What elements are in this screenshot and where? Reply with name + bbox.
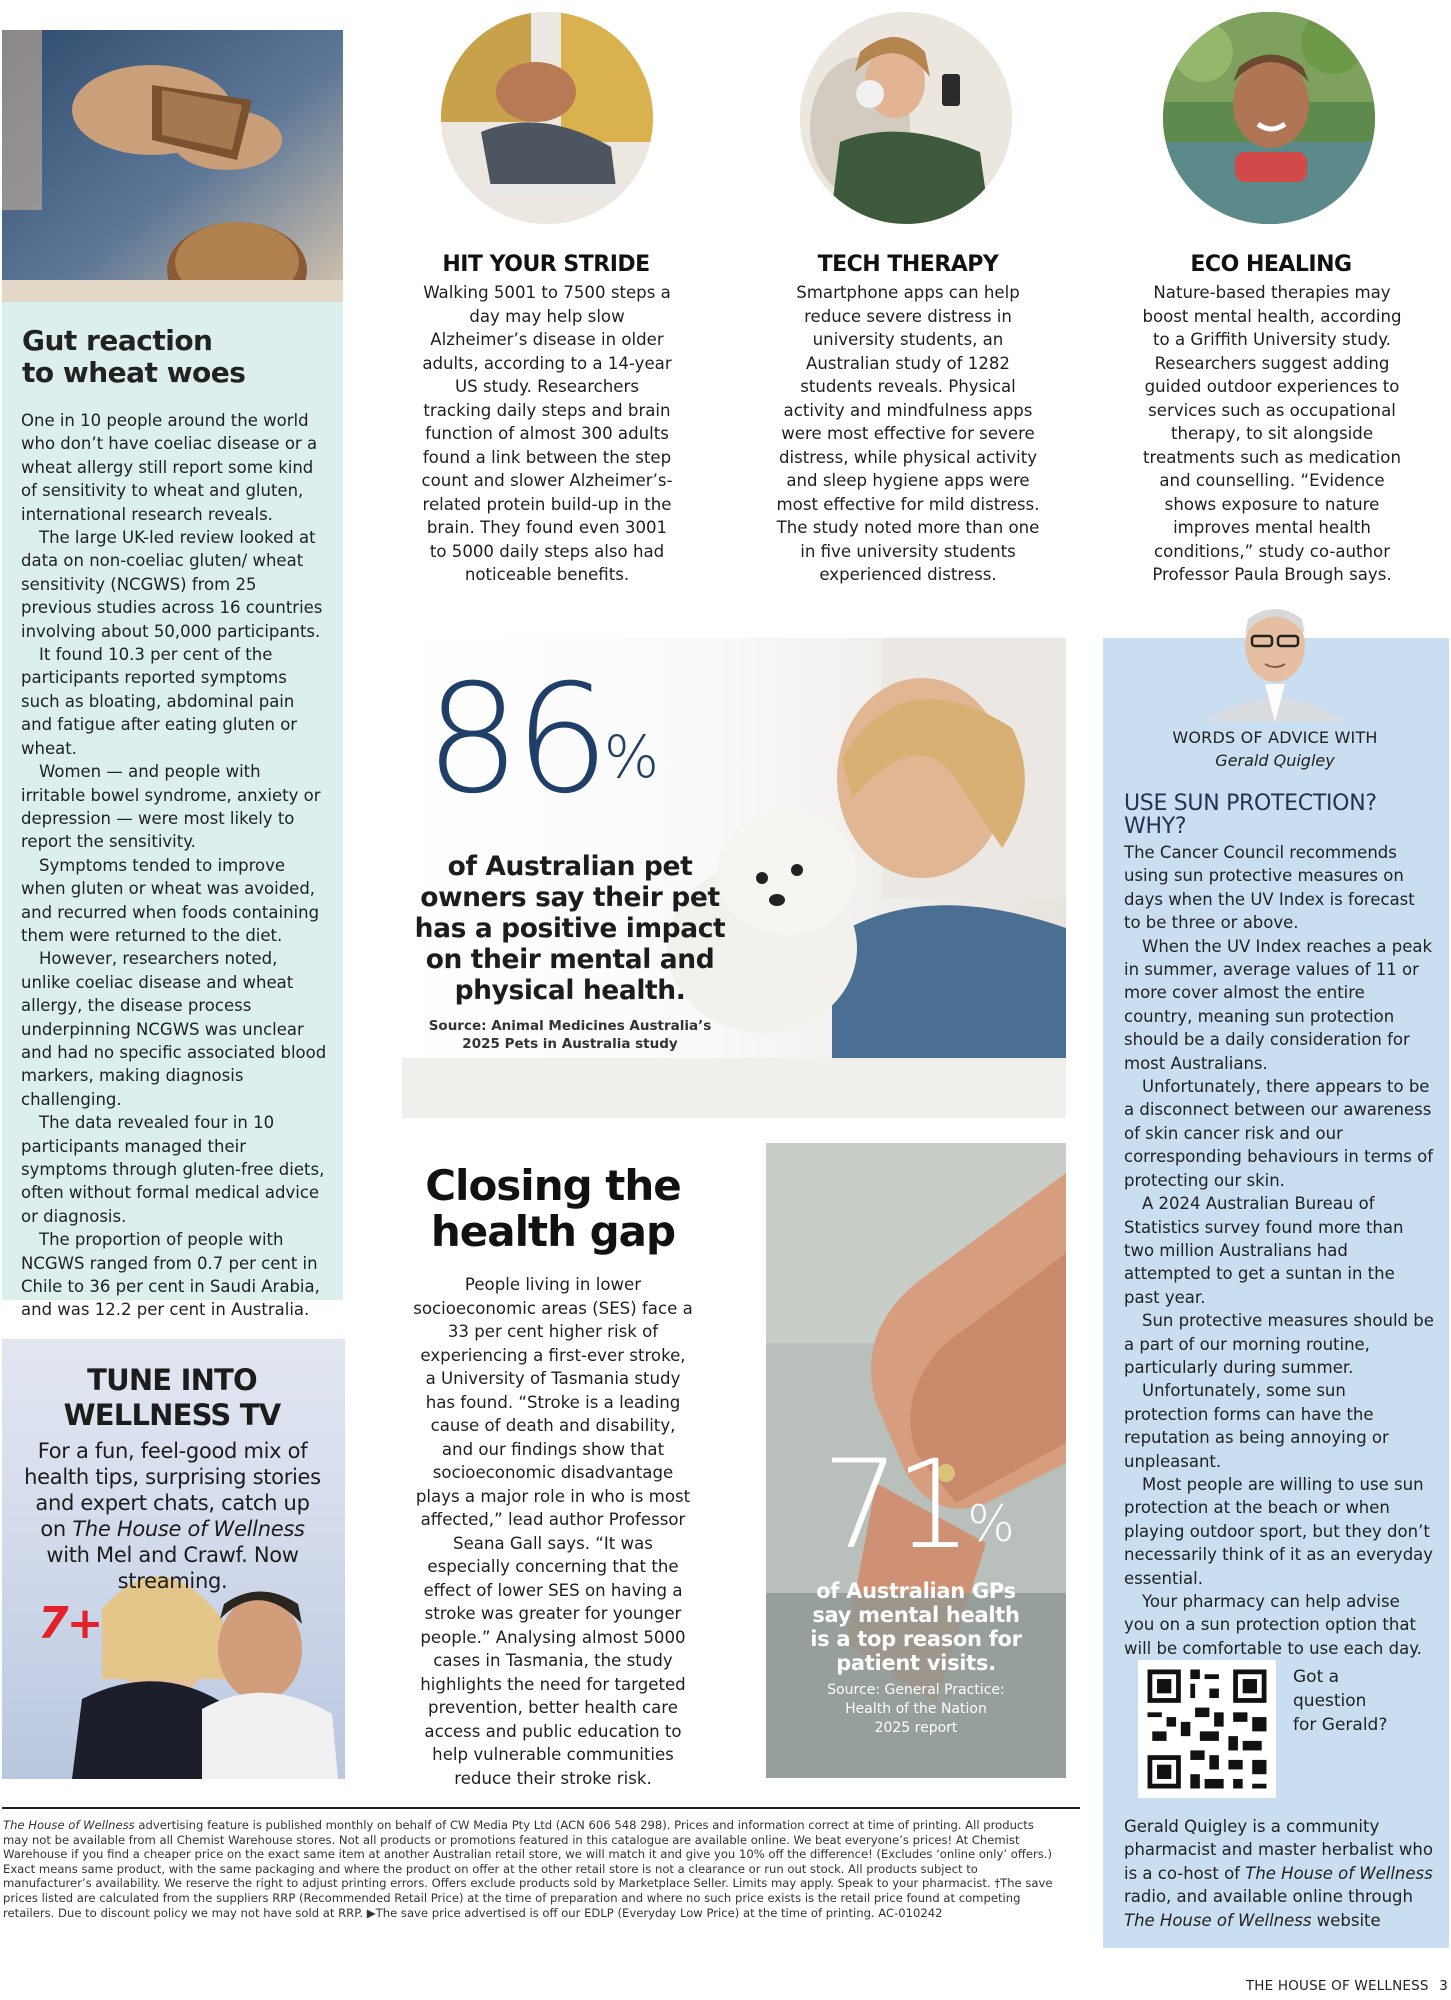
disclaimer — [3, 1818, 1055, 1920]
advice-heading-line1: USE SUN PROTECTION? — [1124, 791, 1377, 816]
advice-paragraph: Sun protective measures should be a part of our morning routine, particularly during summer. — [1124, 1311, 1434, 1377]
gps-line: say mental health — [812, 1603, 1020, 1627]
qr-prompt-line: question — [1293, 1691, 1367, 1711]
tv-body — [20, 1438, 325, 1594]
gps-stat-percent: % — [967, 1495, 1015, 1553]
gap-body: People living in lower socioeconomic areas (SES) face a 33 per cent higher risk of experiencing a first-ever stroke, a University of Tasmania study has found. “Stroke is a leading cause of death and disability, and our findings show that socioeconomic disadvantage plays a major role in who is most affected,” lead author Professor Seana Gall says. “It was especially concerning that the effect of lower SES on having a stroke was greater for younger people.” Analysing almost 5000 cases in Tasmania, the study highlights the need for targeted prevention, better health care access and public education to help vulnerable communities reduce their stroke risk. — [413, 1275, 693, 1788]
tv-body-text: with Mel and Crawf. Now streaming. — [46, 1543, 299, 1593]
page-number: 3 — [1439, 1978, 1448, 1994]
qr-code[interactable] — [1138, 1660, 1276, 1798]
gps-line: patient visits. — [836, 1651, 996, 1675]
advice-heading-line2: WHY? — [1124, 814, 1187, 839]
page-footer — [1200, 1978, 1448, 1995]
gut-paragraph: Women — and people with irritable bowel syndrome, anxiety or depression — were most likely to report the sensitivity. — [21, 762, 321, 852]
gerald-portrait — [1200, 594, 1350, 722]
gut-paragraph: The data revealed four in 10 participants managed their symptoms through gluten-free diets, often without formal medical advice or diagnosis. — [21, 1113, 325, 1226]
headphones-woman-photo — [800, 12, 1012, 224]
pets-stat — [425, 653, 659, 827]
tv-title — [22, 1363, 322, 1433]
gut-paragraph: The large UK-led review looked at data on non-coeliac gluten/ wheat sensitivity (NCGWS) from 25 previous studies across 16 countries involving about 50,000 participants. — [21, 528, 323, 641]
advice-paragraph: When the UV Index reaches a peak in summer, average values of 11 or more cover almost the entire country, meaning sun protection should be a daily consideration for most Australians. — [1124, 936, 1433, 1073]
gap-title-line1: Closing the — [425, 1161, 681, 1210]
gps-stat-number: 71 — [822, 1434, 968, 1576]
bio-text: Gerald Quigley is a community pharmacist and master herbalist who is a co-host of — [1124, 1817, 1433, 1883]
gut-paragraph: It found 10.3 per cent of the participants reported symptoms such as bloating, abdominal pain and fatigue after eating gluten or wheat. — [21, 645, 298, 758]
tv-show-name: The House of Wellness — [72, 1517, 305, 1541]
gut-title — [22, 325, 332, 389]
bread-photo — [2, 30, 343, 302]
advice-paragraph: Most people are willing to use sun protection at the beach or when playing outdoor sport, but they don’t necessarily think of it as an everyday essential. — [1124, 1474, 1434, 1588]
gut-title-line2: to wheat woes — [22, 356, 246, 389]
advice-paragraph: Your pharmacy can help advise you on a sun protection option that will be comfortable to use each day. — [1124, 1592, 1422, 1658]
gps-source — [790, 1681, 1042, 1738]
gap-title-line2: health gap — [430, 1207, 676, 1256]
gps-line: is a top reason for — [810, 1627, 1022, 1651]
eco-title: ECO HEALING — [1190, 252, 1352, 277]
bio-text: radio, and available online through — [1124, 1887, 1413, 1907]
disclaimer-brand: The House of Wellness — [3, 1818, 135, 1832]
pets-source — [420, 1017, 720, 1053]
pets-line: has a positive impact — [414, 913, 726, 944]
advice-heading — [1124, 792, 1434, 838]
advice-label: WORDS OF ADVICE WITH — [1172, 728, 1378, 747]
bio-brand: The House of Wellness — [1124, 1910, 1312, 1930]
pets-line: of Australian pet — [447, 851, 693, 882]
pets-source-line: 2025 Pets in Australia study — [462, 1036, 678, 1052]
gps-stat — [822, 1434, 1015, 1576]
qr-prompt-line: for Gerald? — [1293, 1715, 1388, 1735]
bio-brand: The House of Wellness — [1245, 1863, 1433, 1883]
pets-stat-percent: % — [603, 723, 659, 791]
stride-body: Walking 5001 to 7500 steps a day may help slow Alzheimer’s disease in older adults, according to a 14-year US study. Researchers tracking daily steps and brain function of almost 300 adults found a link between the step count and slower Alzheimer’s-related protein build-up in the brain. They found even 3001 to 5000 daily steps also had noticeable benefits. — [421, 283, 673, 584]
stride-title: HIT YOUR STRIDE — [442, 252, 650, 277]
tv-title-line2: WELLNESS TV — [63, 1398, 281, 1432]
qr-prompt — [1293, 1665, 1433, 1737]
tv-body-text: For a fun, feel-good mix of health tips, surprising stories and expert chats, catch up on — [24, 1439, 321, 1541]
tv-title-line1: TUNE INTO — [87, 1363, 257, 1397]
advice-paragraph: Unfortunately, there appears to be a disconnect between our awareness of skin cancer risk and our corresponding behaviours in terms of protecting our skin. — [1124, 1077, 1434, 1190]
gps-line: of Australian GPs — [816, 1579, 1016, 1603]
advice-body — [1124, 841, 1434, 1660]
gps-source-line: 2025 report — [874, 1720, 958, 1736]
eco-body: Nature-based therapies may boost mental health, according to a Griffith University study. Researchers suggest adding guided outdoor experiences to services such as occupational therapy, to sit alongside treatments such as medication and counselling. “Evidence shows exposure to nature improves mental health conditions,” study co-author Professor Paula Brough says. — [1142, 283, 1402, 584]
gut-body — [21, 409, 329, 1322]
gerald-bio — [1124, 1815, 1442, 1932]
advice-paragraph: The Cancer Council recommends using sun protective measures on days when the UV Index is forecast to be three or above. — [1124, 843, 1415, 933]
gut-paragraph: Symptoms tended to improve when gluten or wheat was avoided, and recurred when foods containing them were returned to the diet. — [21, 855, 320, 945]
gps-statement — [778, 1579, 1054, 1675]
disclaimer-rule — [2, 1807, 1080, 1809]
walking-shoe-photo — [441, 12, 653, 224]
gut-title-line1: Gut reaction — [22, 324, 213, 357]
gps-source-line: Health of the Nation — [845, 1701, 987, 1717]
gps-source-line: Source: General Practice: — [827, 1682, 1005, 1698]
gut-paragraph: One in 10 people around the world who don’t have coeliac disease or a wheat allergy still report some kind of sensitivity to wheat and gluten, international research reveals. — [21, 411, 318, 524]
disclaimer-text: advertising feature is published monthly on behalf of CW Media Pty Ltd (ACN 606 548 298). Prices and information correct at time of printing. All products may not be available from all Chemist Warehouse stores. Not all products or promotions featured in this catalogue are available online. We beat everyone’s prices! At Chemist Warehouse if you find a cheaper price on the exact same item at another Australian retail store, we will match it and give you 10% off the difference! (Excludes ‘online only’ offers.) Exact means same product, with the same packaging and where the product on offer at the other retail store is not a clearance or run out stock. All products subject to manufacturer’s availability. We reserve the right to adjust printing errors. Offers exclude products sold by Marketplace Seller. Limits may apply. Speak to your pharmacist. †The save prices listed are calculated from the suppliers RRP (Recommended Retail Price) at the time of preparation and where no such price exists is the retail price found at competing retailers. Due to discount policy we may not have sold at RRP. ▶The save price advertised is off our EDLP (Everyday Low Price) at the time of printing. AC-010242 — [3, 1818, 1053, 1920]
gap-title — [408, 1163, 698, 1255]
pets-line: on their mental and — [425, 944, 715, 975]
pets-source-line: Source: Animal Medicines Australia’s — [428, 1018, 712, 1034]
pets-stat-number: 86 — [425, 653, 604, 827]
swimming-woman-photo — [1163, 12, 1375, 224]
seven-plus-logo: 7+ — [38, 1598, 102, 1649]
pets-line: physical health. — [454, 975, 686, 1006]
pets-line: owners say their pet — [420, 882, 720, 913]
bio-text: website — [1311, 1910, 1381, 1930]
tech-title: TECH THERAPY — [817, 252, 999, 277]
gut-paragraph: However, researchers noted, unlike coeliac disease and wheat allergy, the disease process underpinning NCGWS was unclear and had no specific associated blood markers, making diagnosis challenging. — [21, 949, 327, 1109]
gut-paragraph: The proportion of people with NCGWS ranged from 0.7 per cent in Chile to 36 per cent in Saudi Arabia, and was 12.2 per cent in Australia. — [21, 1230, 320, 1320]
advice-name: Gerald Quigley — [1215, 751, 1335, 770]
qr-prompt-line: Got a — [1293, 1667, 1340, 1687]
advice-paragraph: Unfortunately, some sun protection forms can have the reputation as being annoying or unpleasant. — [1124, 1381, 1389, 1471]
pets-statement — [408, 851, 732, 1006]
advice-paragraph: A 2024 Australian Bureau of Statistics survey found more than two million Australians had attempted to get a suntan in the past year. — [1124, 1194, 1404, 1307]
footer-label: THE HOUSE OF WELLNESS — [1245, 1978, 1429, 1994]
tech-body: Smartphone apps can help reduce severe distress in university students, an Australian study of 1282 students reveals. Physical activity and mindfulness apps were most effective for severe distress, while physical activity and sleep hygiene apps were most effective for mild distress. The study noted more than one in five university students experienced distress. — [776, 283, 1040, 584]
